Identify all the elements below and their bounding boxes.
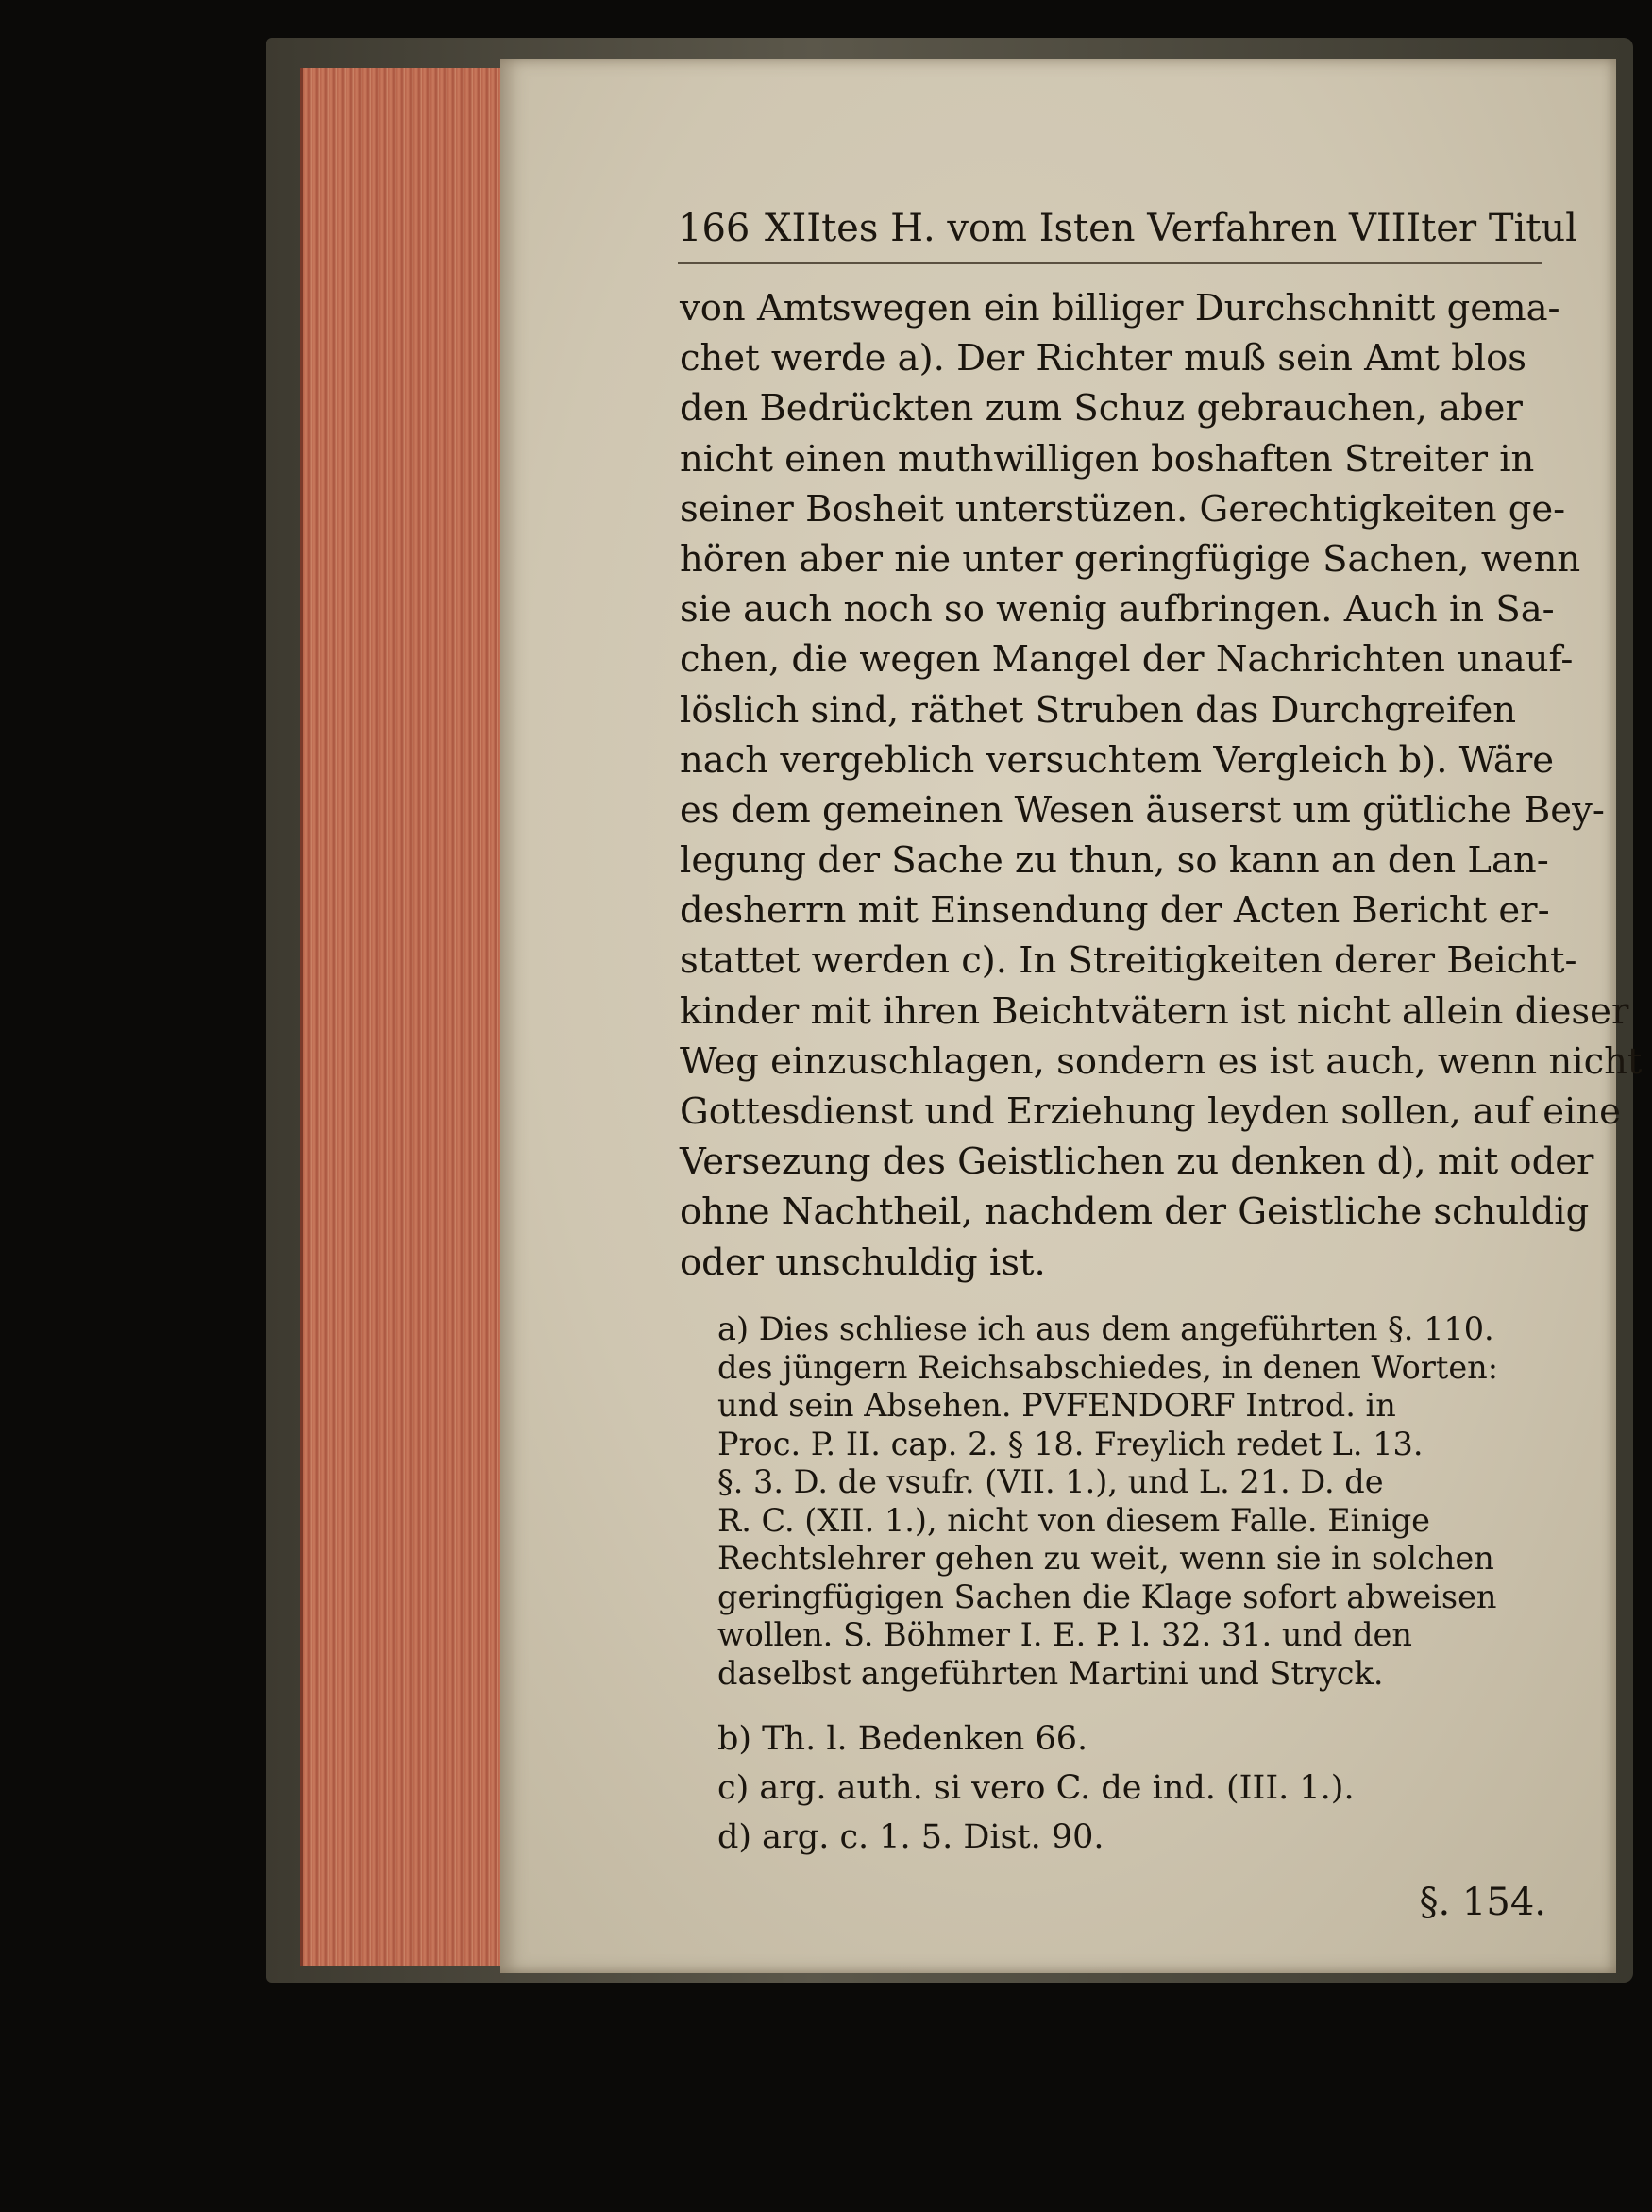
running-head-title: XIItes H. vom Isten Verfahren VIIIter Titul (765, 207, 1577, 250)
text-line: nicht einen muthwilligen boshaften Streiter in (680, 437, 1535, 481)
text-line: hören aber nie unter geringfügige Sachen, wenn (680, 537, 1581, 581)
footnote-line: des jüngern Reichsabschiedes, in denen Worten: (717, 1348, 1499, 1386)
footnote-c: c) arg. auth. si vero C. de ind. (III. 1.). (717, 1769, 1355, 1807)
footnote-line: a) Dies schliese ich aus dem angeführten §. 110. (717, 1310, 1494, 1347)
text-line: es dem gemeinen Wesen äuserst um gütliche Bey- (680, 788, 1605, 832)
footnote-line: daselbst angeführten Martini und Stryck. (717, 1654, 1384, 1692)
page-edges (300, 68, 509, 1966)
text-line: seiner Bosheit unterstüzen. Gerechtigkeiten ge- (680, 487, 1566, 531)
footnote-line: wollen. S. Böhmer I. E. P. l. 32. 31. und den (717, 1616, 1412, 1653)
header-rule (678, 262, 1542, 264)
footnote-line: geringfügigen Sachen die Klage sofort abweisen (717, 1578, 1497, 1615)
text-line: sie auch noch so wenig aufbringen. Auch in Sa- (680, 588, 1555, 632)
catchword: §. 154. (1419, 1881, 1546, 1924)
footnote-line: Rechtslehrer gehen zu weit, wenn sie in solchen (717, 1540, 1494, 1577)
main-text-block (680, 283, 1643, 1288)
text-line: ohne Nachtheil, nachdem der Geistliche schuldig (680, 1190, 1590, 1234)
text-line: Versezung des Geistlichen zu denken d), mit oder (680, 1140, 1594, 1184)
text-line: chen, die wegen Mangel der Nachrichten unauf- (680, 638, 1574, 682)
footnote-line: R. C. (XII. 1.), nicht von diesem Falle. Einige (717, 1501, 1430, 1539)
text-line: legung der Sache zu thun, so kann an den Lan- (680, 839, 1549, 883)
footnote-line: Proc. P. II. cap. 2. § 18. Freylich redet L. 13. (717, 1425, 1424, 1462)
footnote-a (717, 1310, 1543, 1693)
text-line: nach vergeblich versuchtem Vergleich b). Wäre (680, 738, 1555, 782)
text-line: kinder mit ihren Beichtvätern ist nicht allein dieser (680, 989, 1629, 1033)
text-line: Weg einzuschlagen, sondern es ist auch, wenn nicht (680, 1039, 1643, 1083)
text-line: löslich sind, räthet Struben das Durchgreifen (680, 688, 1517, 732)
page-number: 166 (678, 207, 750, 250)
text-line: Gottesdienst und Erziehung leyden sollen, auf eine (680, 1090, 1621, 1133)
text-line: den Bedrückten zum Schuz gebrauchen, aber (680, 387, 1523, 431)
text-line: desherrn mit Einsendung der Acten Bericht er- (680, 889, 1550, 933)
text-line: chet werde a). Der Richter muß sein Amt blos (680, 337, 1527, 380)
text-line: oder unschuldig ist. (680, 1241, 1046, 1284)
footnote-b: b) Th. l. Bedenken 66. (717, 1720, 1088, 1758)
footnote-line: §. 3. D. de vsufr. (VII. 1.), und L. 21. D. de (717, 1463, 1384, 1500)
running-header (678, 200, 1577, 257)
footnote-line: und sein Absehen. PVFENDORF Introd. in (717, 1387, 1396, 1424)
text-line: von Amtswegen ein billiger Durchschnitt gema- (680, 287, 1560, 329)
text-line: stattet werden c). In Streitigkeiten derer Beicht- (680, 939, 1577, 983)
footnote-d: d) arg. c. 1. 5. Dist. 90. (717, 1818, 1104, 1856)
